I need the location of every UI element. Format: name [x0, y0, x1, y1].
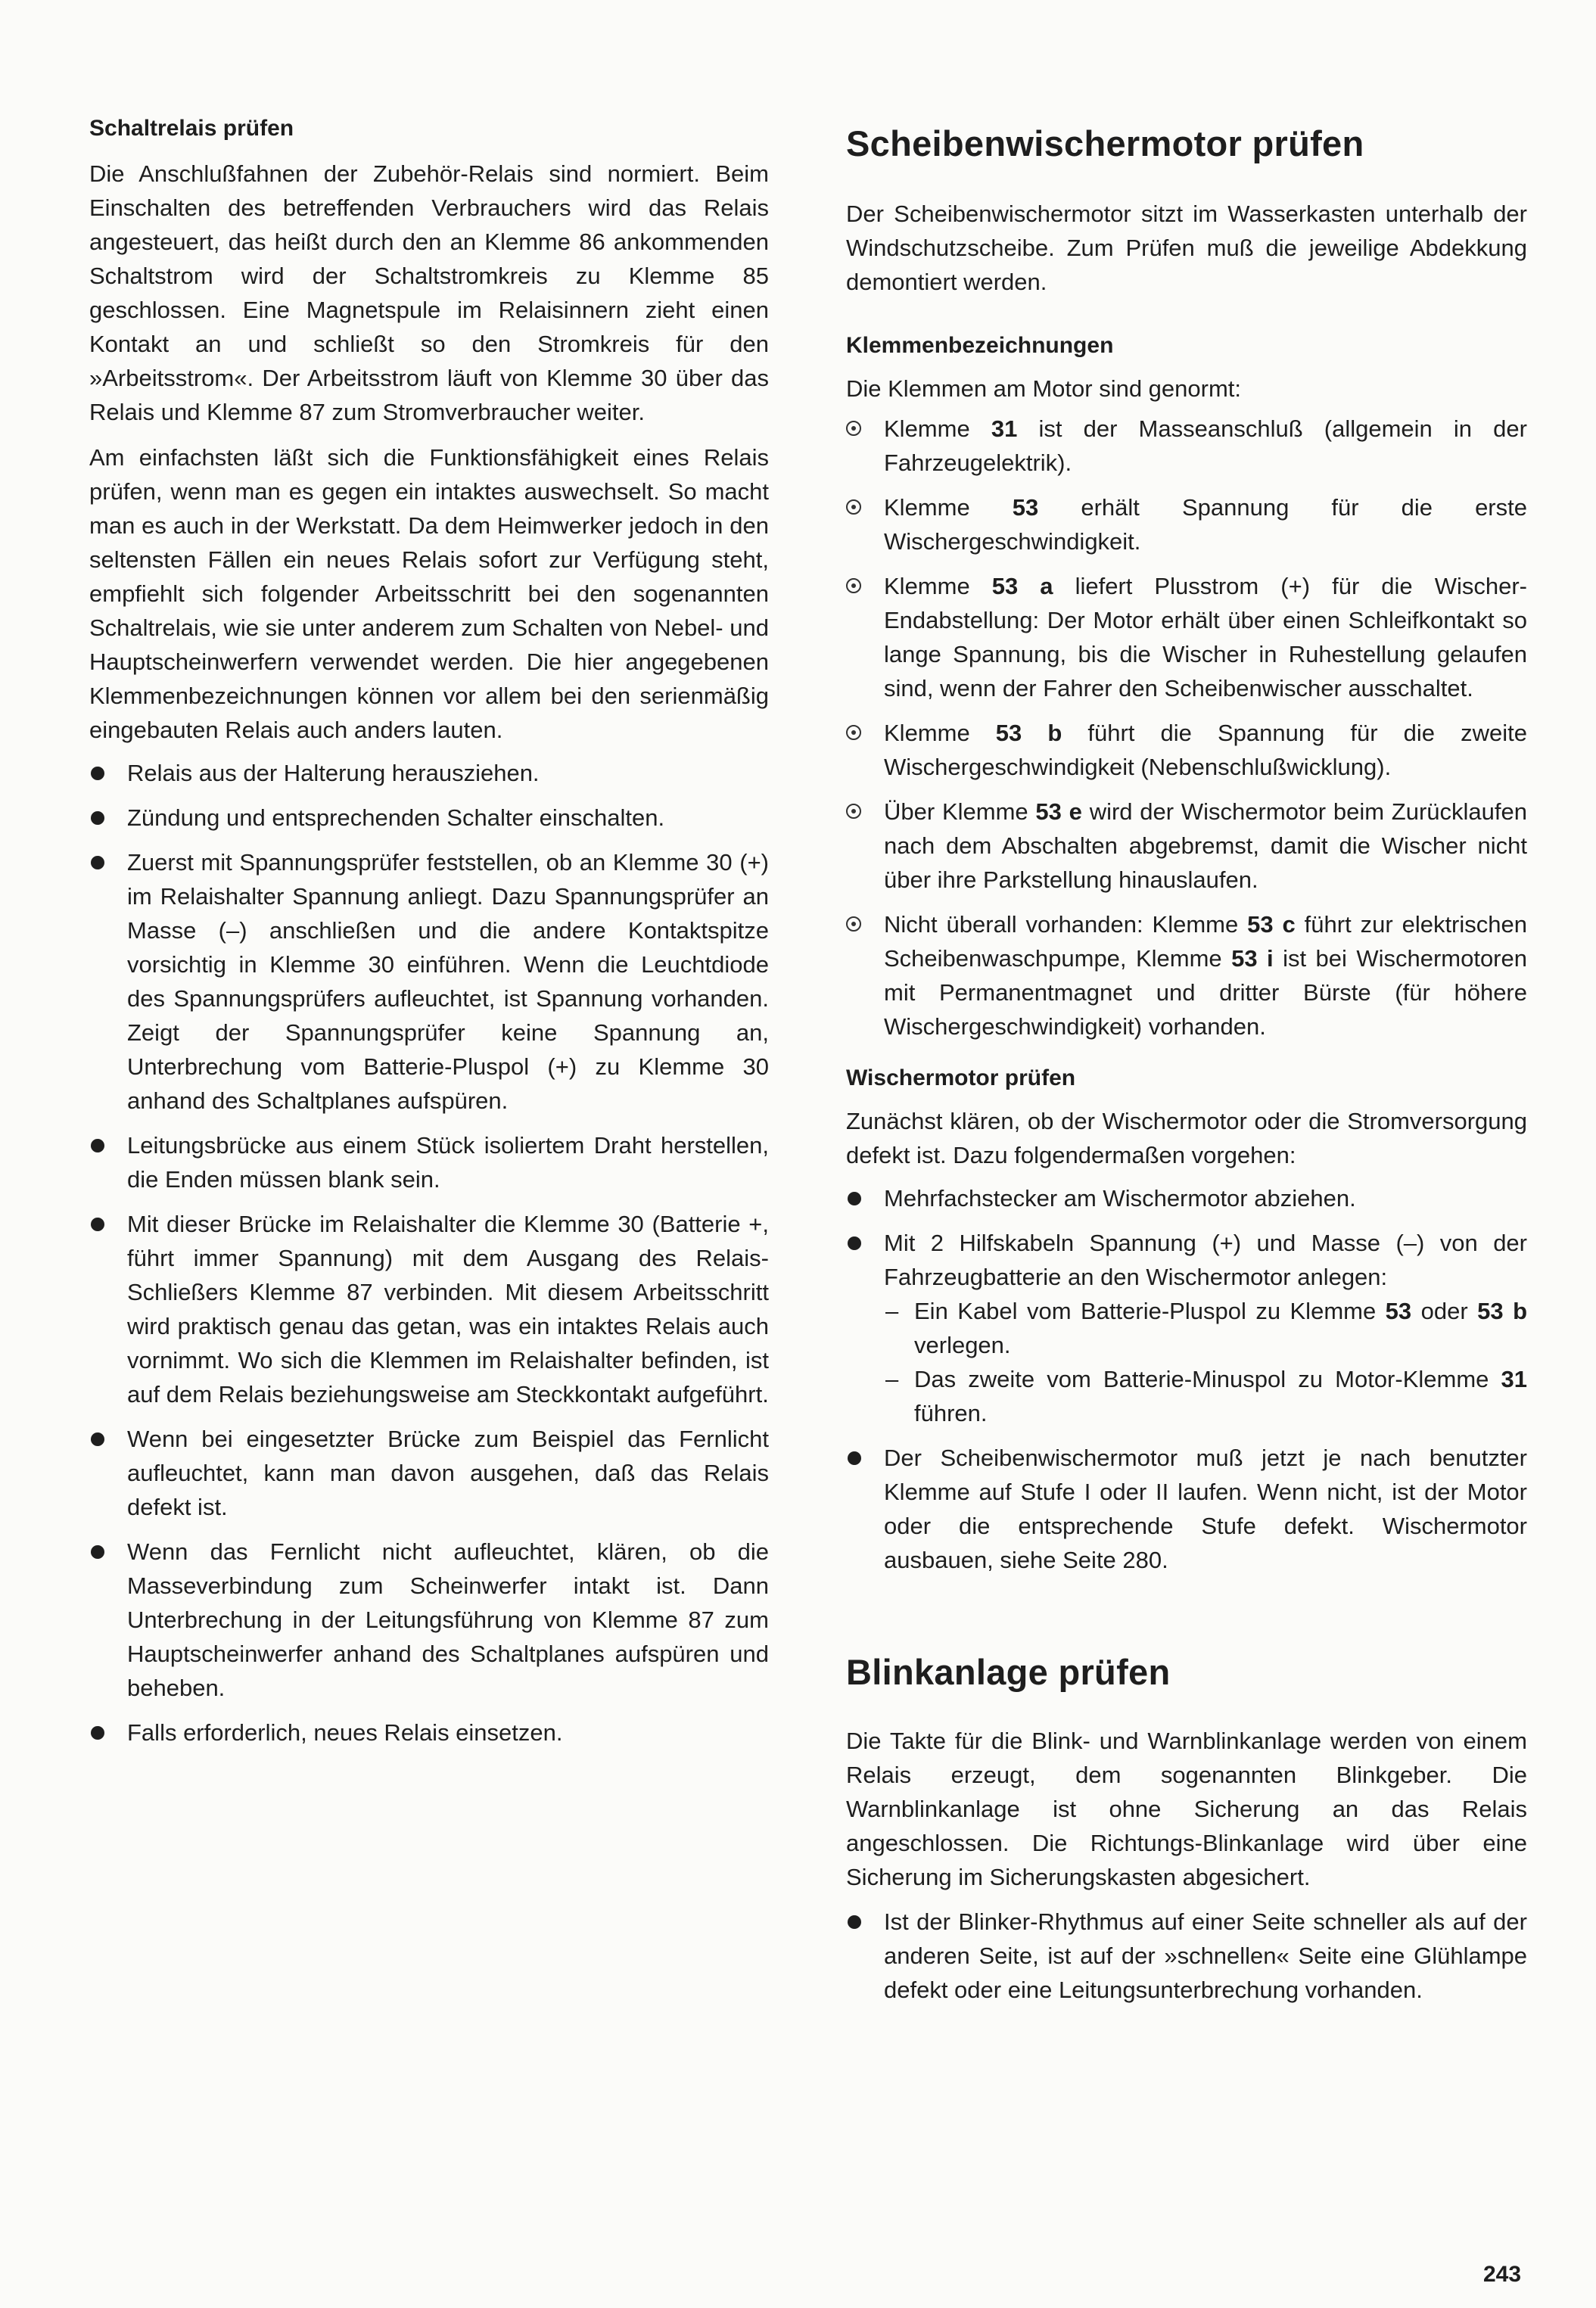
list-item: Klemme 53 b führt die Spannung für die zweite Wischergeschwindigkeit (Nebenschlußwicklung).	[846, 716, 1527, 784]
bullet-icon	[91, 1218, 104, 1231]
bullet-icon	[91, 767, 104, 780]
list-item: Nicht überall vorhanden: Klemme 53 c führt zur elektrischen Scheibenwaschpumpe, Klemme 53 i ist bei Wischermotoren mit Permanentmagnet und dritter Bürste (für höhere Wischergeschwindigkeit) vorhanden.	[846, 907, 1527, 1044]
list-item: Zündung und entsprechenden Schalter einschalten.	[89, 801, 769, 835]
paragraph: Die Takte für die Blink- und Warnblinkanlage werden von einem Relais erzeugt, dem sogenannten Blinkgeber. Die Warnblinkanlage ist ohne Sicherung an das Relais angeschlossen. Die Richtungs-Blinkanlage wird über eine Sicherung im Sicherungskasten abgesichert.	[846, 1728, 1527, 1890]
paragraph: Der Scheibenwischermotor sitzt im Wasserkasten unterhalb der Windschutzscheibe. Zum Prüfen muß die jeweilige Abdekkung demontiert werden.	[846, 201, 1527, 295]
list-item: Relais aus der Halterung herausziehen.	[89, 756, 769, 790]
bullet-icon	[848, 1915, 861, 1929]
bullet-list	[89, 756, 769, 1750]
list-item: Wenn das Fernlicht nicht aufleuchtet, klären, ob die Masseverbindung zum Scheinwerfer intakt ist. Dann Unterbrechung in der Leitungsführung von Klemme 87 zum Hauptscheinwerfer anhand des Schaltplanes aufspüren und beheben.	[89, 1535, 769, 1705]
bullet-icon	[91, 1545, 104, 1559]
right-column	[846, 121, 1527, 2007]
bullet-icon	[91, 1139, 104, 1152]
subheading-klemmenbezeichnungen: Klemmenbezeichnungen	[846, 333, 1114, 358]
list-item: Klemme 53 a liefert Plusstrom (+) für die Wischer-Endabstellung: Der Motor erhält über einen Schleifkontakt so lange Spannung, bis die Wischer in Ruhestellung gelaufen sind, wenn der Fahrer den Scheibenwischer ausschaltet.	[846, 569, 1527, 705]
bullet-list	[846, 1905, 1527, 2007]
list-item: Klemme 31 ist der Masseanschluß (allgemein in der Fahrzeugelektrik).	[846, 412, 1527, 480]
bullet-list	[846, 1181, 1527, 1577]
section-title-blinkanlage: Blinkanlage prüfen	[846, 1652, 1171, 1692]
bullet-icon	[848, 1192, 861, 1205]
circle-bullet-icon	[846, 499, 861, 515]
bullet-icon	[91, 1432, 104, 1446]
list-item: Mehrfachstecker am Wischermotor abziehen.	[846, 1181, 1527, 1215]
section-heading-schaltrelais: Schaltrelais prüfen	[89, 116, 294, 141]
circle-bullet-icon	[846, 804, 861, 819]
bullet-icon	[91, 856, 104, 869]
circle-bullet-icon	[846, 421, 861, 436]
terminal-list	[846, 412, 1527, 1044]
paragraph: Am einfachsten läßt sich die Funktionsfähigkeit eines Relais prüfen, wenn man es gegen ein intaktes auswechselt. So macht man es auch in der Werkstatt. Da dem Heimwerker jedoch in den seltensten Fällen ein neues Relais sofort zur Verfügung steht, empfiehlt sich folgender Arbeitsschritt bei den sogenannten Schaltrelais, wie sie unter anderem zum Schalten von Nebel- und Hauptscheinwerfern verwendet werden. Die hier angegebenen Klemmenbezeichnungen können vor allem bei den serienmäßig eingebauten Relais auch anders lauten.	[89, 444, 769, 743]
list-item: Leitungsbrücke aus einem Stück isoliertem Draht herstellen, die Enden müssen blank sein.	[89, 1128, 769, 1196]
bullet-icon	[848, 1236, 861, 1250]
paragraph: Zunächst klären, ob der Wischermotor oder die Stromversorgung defekt ist. Dazu folgendermaßen vorgehen:	[846, 1108, 1527, 1168]
list-item: Klemme 53 erhält Spannung für die erste Wischergeschwindigkeit.	[846, 490, 1527, 558]
sub-list-item: – Ein Kabel vom Batterie-Pluspol zu Klemme 53 oder 53 b verlegen.	[884, 1294, 1527, 1362]
list-item: Über Klemme 53 e wird der Wischermotor beim Zurücklaufen nach dem Abschalten abgebremst, damit die Wischer nicht über ihre Parkstellung hinauslaufen.	[846, 795, 1527, 897]
page-number: 243	[1483, 2262, 1522, 2287]
circle-bullet-icon	[846, 725, 861, 740]
list-item: Falls erforderlich, neues Relais einsetzen.	[89, 1715, 769, 1750]
section-title-scheibenwischermotor: Scheibenwischermotor prüfen	[846, 123, 1364, 163]
sub-list-item: – Das zweite vom Batterie-Minuspol zu Motor-Klemme 31 führen.	[884, 1362, 1527, 1430]
list-item: Ist der Blinker-Rhythmus auf einer Seite schneller als auf der anderen Seite, ist auf der »schnellen« Seite eine Glühlampe defekt oder eine Leitungsunterbrechung vorhanden.	[846, 1905, 1527, 2007]
circle-bullet-icon	[846, 916, 861, 932]
paragraph: Die Klemmen am Motor sind genormt:	[846, 375, 1242, 402]
left-column	[89, 114, 769, 1750]
list-item: Wenn bei eingesetzter Brücke zum Beispiel das Fernlicht aufleuchtet, kann man davon ausgehen, daß das Relais defekt ist.	[89, 1422, 769, 1524]
paragraph: Die Anschlußfahnen der Zubehör-Relais sind normiert. Beim Einschalten des betreffenden Verbrauchers wird das Relais angesteuert, das heißt durch den an Klemme 86 ankommenden Schaltstrom wird der Schaltstromkreis zu Klemme 85 geschlossen. Eine Magnetspule im Relaisinnern zieht einen Kontakt an und schließt so den Stromkreis für den »Arbeitsstrom«. Der Arbeitsstrom läuft von Klemme 30 über das Relais und Klemme 87 zum Stromverbraucher weiter.	[89, 160, 769, 425]
bullet-icon	[848, 1451, 861, 1465]
subheading-wischermotor: Wischermotor prüfen	[846, 1065, 1076, 1090]
list-item: Mit dieser Brücke im Relaishalter die Klemme 30 (Batterie +, führt immer Spannung) mit dem Ausgang des Relais-Schließers Klemme 87 verbinden. Mit diesem Arbeitsschritt wird praktisch genau das getan, was ein intaktes Relais auch vornimmt. Wo sich die Klemmen im Relaishalter befinden, ist auf dem Relais beziehungsweise am Steckkontakt aufgeführt.	[89, 1207, 769, 1411]
list-item: Der Scheibenwischermotor muß jetzt je nach benutzter Klemme auf Stufe I oder II laufen. Wenn nicht, ist der Motor oder die entsprechende Stufe defekt. Wischermotor ausbauen, siehe Seite 280.	[846, 1441, 1527, 1577]
list-item: Zuerst mit Spannungsprüfer feststellen, ob an Klemme 30 (+) im Relaishalter Spannung anliegt. Dazu Spannungsprüfer an Masse (–) anschließen und die andere Kontaktspitze vorsichtig in Klemme 30 einführen. Wenn die Leuchtdiode des Spannungsprüfers aufleuchtet, ist Spannung vorhanden. Zeigt der Spannungsprüfer keine Spannung an, Unterbrechung vom Batterie-Pluspol (+) zu Klemme 30 anhand des Schaltplanes aufspüren.	[89, 845, 769, 1118]
list-item: Mit 2 Hilfskabeln Spannung (+) und Masse (–) von der Fahrzeugbatterie an den Wischermotor anlegen: – Ein Kabel vom Batterie-Pluspol zu Klemme 53 oder 53 b verlegen. – Das zweite vom Batterie-Minuspol zu Motor-Klemme 31 führen.	[846, 1226, 1527, 1430]
bullet-icon	[91, 811, 104, 825]
bullet-icon	[91, 1726, 104, 1740]
circle-bullet-icon	[846, 578, 861, 593]
